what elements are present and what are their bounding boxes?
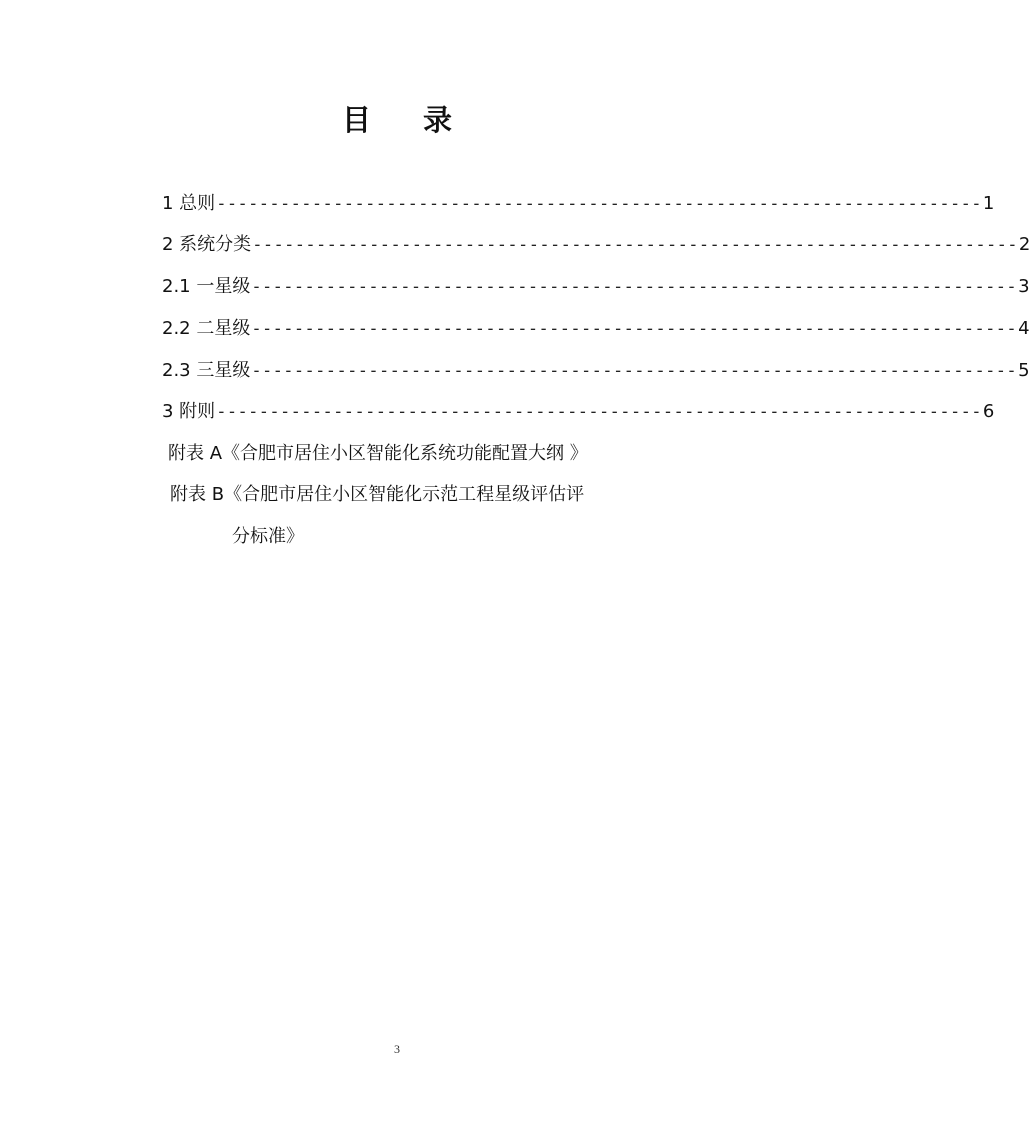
page-number: 3 [394,1042,400,1056]
toc-leader: ------------------------------------------------------------------------ [216,194,982,214]
toc-entry-page: 4 [1018,318,1030,339]
toc-entry-label: 2 系统分类 [162,234,252,255]
toc-entry-page: 6 [982,401,995,422]
toc-entry-label: 1 总则 [162,193,216,214]
toc-entry[interactable] [162,356,1030,382]
toc-leader: ------------------------------------------------------------------------ [251,361,1018,381]
toc-entry-page: 1 [982,193,995,214]
toc-entry-page: 2 [1018,234,1030,255]
title-char-1: 目 [341,103,371,137]
appendix-b-entry-line1[interactable]: 附表 B《合肥市居住小区智能化示范工程星级评估评 [170,484,585,505]
page-title [0,98,794,139]
toc-entry[interactable] [162,272,1030,298]
toc-entry[interactable] [162,189,995,215]
title-char-2: 录 [423,103,453,137]
toc-entry[interactable] [162,314,1030,340]
toc-entry-label: 3 附则 [162,401,216,422]
toc-entry-page: 5 [1018,360,1030,381]
toc-leader: ------------------------------------------------------------------------ [251,277,1018,297]
appendix-b-entry-line2[interactable]: 分标准》 [232,526,304,547]
toc-entry-label: 2.2 二星级 [162,318,251,339]
toc-entry[interactable] [162,397,995,423]
toc-entry-label: 2.3 三星级 [162,360,251,381]
appendix-a-entry[interactable]: 附表 A《合肥市居住小区智能化系统功能配置大纲 》 [168,443,588,464]
toc-entry[interactable] [162,230,1030,256]
toc-entry-label: 2.1 一星级 [162,276,251,297]
toc-leader: ------------------------------------------------------------------------ [216,402,982,422]
toc-leader: ------------------------------------------------------------------------ [251,319,1018,339]
toc-entry-page: 3 [1018,276,1030,297]
toc-leader: ------------------------------------------------------------------------ [252,235,1018,255]
